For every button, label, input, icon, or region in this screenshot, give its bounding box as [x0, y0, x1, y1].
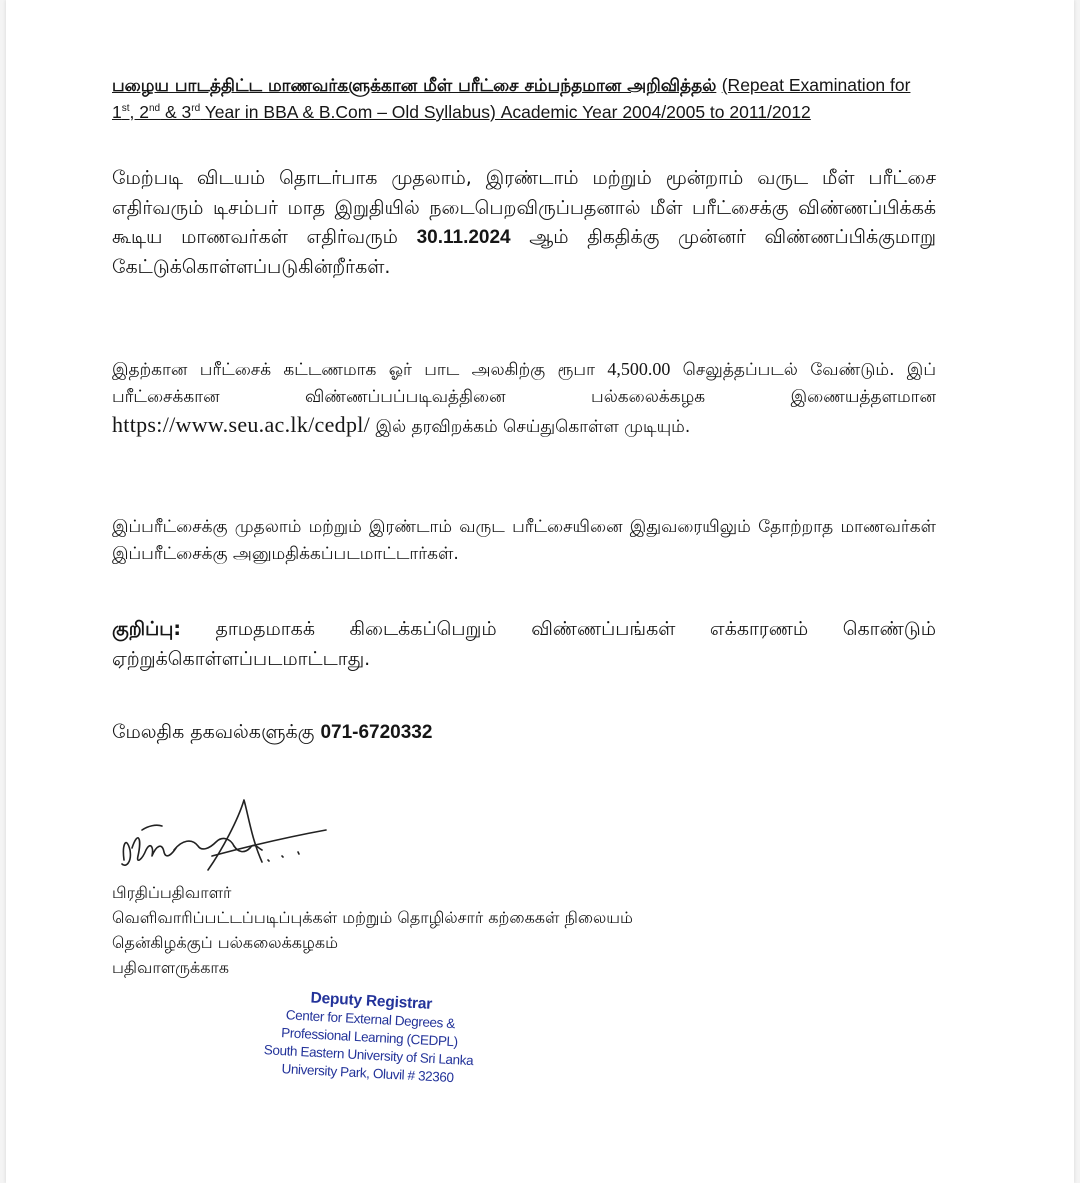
heading-english: (Repeat Examination for 1st, 2nd & 3rd Year in BBA & B.Com – Old Syllabus) Academic Year 2004/2005 to 2011/2012 [112, 75, 911, 122]
official-stamp [257, 986, 481, 1088]
signatory-title: பிரதிப்பதிவாளர் [112, 883, 232, 902]
signature [112, 790, 342, 890]
notice-heading [112, 72, 936, 126]
deadline-date: 30.11.2024 [416, 227, 511, 248]
contact-label: மேலதிக தகவல்களுக்கு [112, 721, 315, 743]
paragraph-deadline: மேற்படி விடயம் தொடர்பாக முதலாம், இரண்டாம் மற்றும் மூன்றாம் வருட மீள் பரீட்சை எதிர்வரும் டிசம்பர் மாத இறுதியில் நடைபெறவிருப்பதனால் மீள் பரீட்சைக்கு விண்ணப்பிக்கக் கூடிய மாணவர்கள் எதிர்வரும் 30.11.2024 ஆம் திகதிக்கு முன்னர் விண்ணப்பிக்குமாறு கேட்டுக்கொள்ளப்படுகின்றீர்கள். [112, 167, 937, 278]
heading-tamil: பழைய பாடத்திட்ட மாணவர்களுக்கான மீள் பரீட்சை சம்பந்தமான அறிவித்தல் [112, 76, 717, 96]
signatory-for: பதிவாளருக்காக [112, 958, 230, 977]
paragraph-eligibility: இப்பரீட்சைக்கு முதலாம் மற்றும் இரண்டாம் வருட பரீட்சையினை இதுவரையிலும் தோற்றாத மாணவர்கள் இப்பரீட்சைக்கு அனுமதிக்கப்படமாட்டார்கள். [112, 517, 936, 564]
stamp-title: Deputy Registrar [310, 989, 433, 1013]
stamp-line-2: Professional Learning (CEDPL) [280, 1025, 459, 1050]
fee-amount: 4,500.00 [607, 359, 671, 379]
contact-phone[interactable]: 071-6720332 [320, 722, 433, 743]
stamp-line-3: South Eastern University of Sri Lanka [263, 1042, 474, 1069]
note-label: குறிப்பு: [112, 618, 181, 640]
application-url[interactable]: https://www.seu.ac.lk/cedpl/ [112, 412, 371, 437]
note [112, 614, 936, 674]
paragraph-fee: இதற்கான பரீட்சைக் கட்டணமாக ஓர் பாட அலகிற்கு ரூபா 4,500.00 செலுத்தப்படல் வேண்டும். இப் பரீட்சைக்கான விண்ணப்பப்படிவத்தினை பல்கலைக்கழக இணையத்தளமான https://www.seu.ac.lk/cedpl/ இல் தரவிறக்கம் செய்துகொள்ள முடியும். [112, 359, 936, 437]
note-text: தாமதமாகக் கிடைக்கப்பெறும் விண்ணப்பங்கள் எக்காரணம் கொண்டும் ஏற்றுக்கொள்ளப்படமாட்டாது. [112, 618, 936, 670]
signatory-university: தென்கிழக்குப் பல்கலைக்கழகம் [112, 933, 339, 952]
signatory-department: வெளிவாரிப்பட்டப்படிப்புக்கள் மற்றும் தொழில்சார் கற்கைகள் நிலையம் [112, 908, 633, 927]
stamp-line-4: University Park, Oluvil # 32360 [281, 1061, 454, 1086]
signatory-block [112, 880, 633, 980]
stamp-line-1: Center for External Degrees & [285, 1007, 456, 1032]
contact-line [112, 718, 936, 748]
